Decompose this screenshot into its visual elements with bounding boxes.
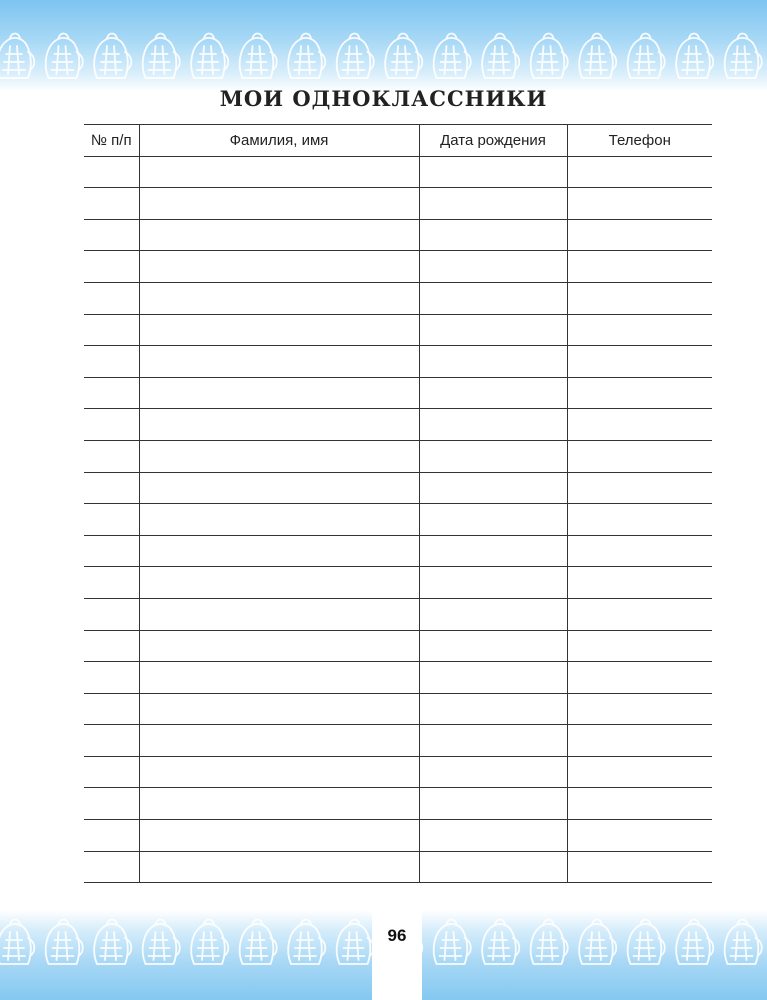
cell-phone <box>567 219 712 251</box>
table-row <box>84 504 712 536</box>
cell-name <box>139 472 419 504</box>
cell-phone <box>567 346 712 378</box>
table-row <box>84 662 712 694</box>
cell-phone <box>567 188 712 220</box>
cell-birthdate <box>419 346 567 378</box>
cell-number <box>84 440 139 472</box>
table-row <box>84 693 712 725</box>
ornament-motif <box>46 34 83 79</box>
cell-number <box>84 630 139 662</box>
table-row <box>84 282 712 314</box>
cell-birthdate <box>419 756 567 788</box>
page-number-box <box>372 910 422 1000</box>
cell-birthdate <box>419 725 567 757</box>
ornament-motif <box>482 34 519 79</box>
cell-birthdate <box>419 662 567 694</box>
cell-birthdate <box>419 820 567 852</box>
cell-birthdate <box>419 282 567 314</box>
ornament-motif <box>191 920 228 965</box>
ornament-motif <box>0 920 34 965</box>
cell-phone <box>567 725 712 757</box>
ornament-motif <box>434 920 471 965</box>
ornament-motif <box>240 34 277 79</box>
table-row <box>84 630 712 662</box>
ornament-motif <box>628 920 665 965</box>
ornament-motif <box>94 920 131 965</box>
cell-name <box>139 662 419 694</box>
table-row <box>84 346 712 378</box>
cell-phone <box>567 598 712 630</box>
cell-name <box>139 282 419 314</box>
cell-number <box>84 346 139 378</box>
cell-name <box>139 219 419 251</box>
cell-phone <box>567 851 712 883</box>
table-row <box>84 251 712 283</box>
ornament-motif <box>676 920 713 965</box>
ornament-motif <box>725 34 762 79</box>
ornament-motif <box>531 34 568 79</box>
cell-birthdate <box>419 377 567 409</box>
ornament-motif <box>337 920 374 965</box>
cell-phone <box>567 251 712 283</box>
cell-number <box>84 851 139 883</box>
cell-number <box>84 535 139 567</box>
cell-number <box>84 756 139 788</box>
cell-birthdate <box>419 409 567 441</box>
header-birthdate: Дата рождения <box>419 125 567 157</box>
cell-name <box>139 756 419 788</box>
header-name: Фамилия, имя <box>139 125 419 157</box>
cell-name <box>139 725 419 757</box>
cell-phone <box>567 504 712 536</box>
table-row <box>84 377 712 409</box>
table-row <box>84 188 712 220</box>
table-row <box>84 788 712 820</box>
cell-birthdate <box>419 598 567 630</box>
cell-phone <box>567 377 712 409</box>
table-row <box>84 440 712 472</box>
table-row <box>84 725 712 757</box>
table-row <box>84 535 712 567</box>
cell-name <box>139 314 419 346</box>
ornament-motif <box>288 34 325 79</box>
ornament-motif <box>143 920 180 965</box>
cell-birthdate <box>419 472 567 504</box>
cell-number <box>84 156 139 188</box>
cell-number <box>84 504 139 536</box>
cell-phone <box>567 409 712 441</box>
page-number: 96 <box>387 926 407 945</box>
cell-number <box>84 188 139 220</box>
ornament-motif <box>94 34 131 79</box>
cell-name <box>139 598 419 630</box>
cell-phone <box>567 788 712 820</box>
cell-number <box>84 820 139 852</box>
table-body <box>84 156 712 883</box>
ornament-motif <box>579 920 616 965</box>
table-row <box>84 156 712 188</box>
table-row <box>84 314 712 346</box>
cell-birthdate <box>419 156 567 188</box>
cell-phone <box>567 282 712 314</box>
table-row <box>84 219 712 251</box>
cell-name <box>139 156 419 188</box>
header-number: № п/п <box>84 125 139 157</box>
cell-name <box>139 693 419 725</box>
cell-number <box>84 567 139 599</box>
cell-birthdate <box>419 693 567 725</box>
ornament-motif <box>46 920 83 965</box>
cell-number <box>84 472 139 504</box>
ornament-motif <box>0 34 34 79</box>
cell-phone <box>567 756 712 788</box>
ornament-motif <box>434 34 471 79</box>
table-header-row <box>84 125 712 157</box>
cell-name <box>139 630 419 662</box>
cell-phone <box>567 314 712 346</box>
ornament-motif <box>579 34 616 79</box>
cell-birthdate <box>419 188 567 220</box>
cell-number <box>84 251 139 283</box>
cell-phone <box>567 472 712 504</box>
cell-name <box>139 851 419 883</box>
cell-name <box>139 504 419 536</box>
ornament-motif <box>337 34 374 79</box>
cell-number <box>84 788 139 820</box>
cell-name <box>139 567 419 599</box>
cell-name <box>139 440 419 472</box>
cell-birthdate <box>419 851 567 883</box>
table-row <box>84 409 712 441</box>
table-row <box>84 567 712 599</box>
ornament-motif <box>143 34 180 79</box>
cell-phone <box>567 440 712 472</box>
ornament-motif <box>240 920 277 965</box>
table-row <box>84 820 712 852</box>
table-row <box>84 851 712 883</box>
cell-birthdate <box>419 630 567 662</box>
cell-number <box>84 409 139 441</box>
table-row <box>84 756 712 788</box>
cell-birthdate <box>419 251 567 283</box>
cell-phone <box>567 156 712 188</box>
cell-number <box>84 282 139 314</box>
cell-name <box>139 251 419 283</box>
cell-birthdate <box>419 440 567 472</box>
cell-phone <box>567 693 712 725</box>
ornament-motif <box>191 34 228 79</box>
ornament-motif <box>531 920 568 965</box>
cell-name <box>139 535 419 567</box>
ornament-motif <box>628 34 665 79</box>
cell-name <box>139 346 419 378</box>
ornament-motif <box>385 34 422 79</box>
ornament-motif <box>725 920 762 965</box>
cell-number <box>84 219 139 251</box>
ornament-motif <box>676 34 713 79</box>
cell-number <box>84 662 139 694</box>
table-row <box>84 472 712 504</box>
page-title: МОИ ОДНОКЛАССНИКИ <box>219 86 548 111</box>
cell-number <box>84 693 139 725</box>
table-row <box>84 598 712 630</box>
cell-phone <box>567 662 712 694</box>
cell-name <box>139 788 419 820</box>
cell-phone <box>567 820 712 852</box>
ornament-motif <box>288 920 325 965</box>
cell-number <box>84 598 139 630</box>
cell-birthdate <box>419 567 567 599</box>
cell-name <box>139 188 419 220</box>
cell-birthdate <box>419 504 567 536</box>
cell-birthdate <box>419 314 567 346</box>
top-ornament-band <box>0 0 767 92</box>
cell-name <box>139 409 419 441</box>
cell-birthdate <box>419 219 567 251</box>
cell-number <box>84 314 139 346</box>
cell-name <box>139 377 419 409</box>
cell-number <box>84 725 139 757</box>
cell-phone <box>567 630 712 662</box>
cell-number <box>84 377 139 409</box>
classmates-table <box>84 124 712 883</box>
top-ornament-svg <box>0 0 767 92</box>
ornament-motif <box>482 920 519 965</box>
cell-birthdate <box>419 535 567 567</box>
header-phone: Телефон <box>567 125 712 157</box>
cell-phone <box>567 535 712 567</box>
cell-birthdate <box>419 788 567 820</box>
cell-name <box>139 820 419 852</box>
cell-phone <box>567 567 712 599</box>
